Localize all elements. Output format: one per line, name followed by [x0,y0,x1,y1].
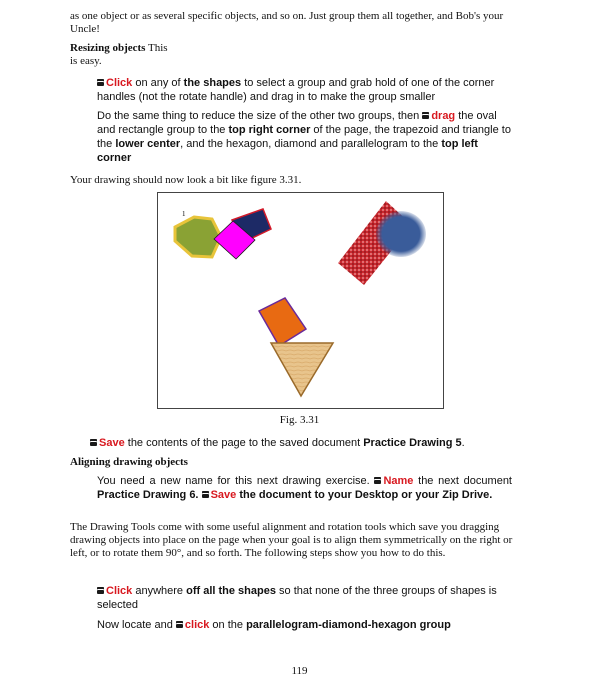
step-text: so that none of the three groups of shapes is selected [97,585,497,611]
step-text: Do the same thing to reduce the size of the other two groups, then [97,110,423,122]
step-bold: off all the shapes [186,585,276,597]
step-text: to select a group and grab hold of one of the corner handles (not the rotate handle) and drag in to make the group smaller [97,77,495,103]
paragraph-drawing-tools: The Drawing Tools come with some useful alignment and rotation tools which save you dragging drawing objects into place on the page when your goal is to align them symmetrically on the right or left, or to rotate them 90°, and so forth. The following steps show you how to do this. [70,521,513,559]
step-bold: top left corner [97,138,478,164]
action-click: click [184,619,210,631]
mouse-icon [202,491,209,498]
step-text: on any of [132,77,184,89]
figure-drawing [158,193,443,408]
trapezoid-shape [259,298,306,346]
hexagon-shape [175,217,221,257]
step-text: anywhere [132,585,187,597]
step-text: , and the hexagon, diamond and parallelogram to the [180,138,442,150]
step-reduce-groups [97,109,512,165]
step-bold: lower center [115,138,181,150]
action-drag: drag [431,110,456,122]
mouse-icon [97,587,104,594]
step-text: the contents of the page to the saved document [124,437,364,449]
step-click-off [97,584,512,612]
step-bold: the shapes [183,77,242,89]
step-text: the next document [413,475,512,487]
action-click: Click [106,585,133,597]
action-name: Name [383,475,414,487]
action-save: Save [210,489,237,501]
oval-shape [376,211,426,257]
step-save-drawing [90,436,520,450]
mouse-icon [176,621,183,628]
resizing-section [70,42,530,68]
aligning-heading: Aligning drawing objects [70,456,188,468]
step-text: . [461,437,465,449]
paragraph-drawing: Your drawing should now look a bit like figure 3.31. [70,174,302,186]
triangle-shape [271,343,333,396]
resizing-heading: Resizing objects [70,42,146,54]
mouse-icon [374,477,381,484]
mouse-icon [422,112,429,119]
step-bold: the document to your Desktop or your Zip Drive. [236,489,493,501]
step-text: the oval and rectangle group to the [97,110,497,136]
step-text: You need a new name for this next drawing exercise. [97,475,375,487]
step-text: on the [209,619,247,631]
step-bold: Practice Drawing 5 [363,437,462,449]
mouse-icon [97,79,104,86]
step-text: Now locate and [97,619,176,631]
figure-caption: Fig. 3.31 [279,414,320,426]
step-text: of the page, the trapezoid and triangle to the [97,124,511,150]
step-bold: top right corner [228,124,311,136]
figure-marker: 1 [182,210,186,218]
page-number: 119 [291,665,308,677]
resizing-text-next: is easy. [70,55,102,67]
resizing-text: This [145,42,168,54]
figure-3-31 [157,192,444,409]
action-save: Save [99,437,125,449]
mouse-icon [90,439,97,446]
paragraph-continuation: as one object or as several specific objects, and so on. Just group them all together, and Bob's your Uncle! [70,10,504,35]
step-bold: parallelogram-diamond-hexagon group [246,619,451,631]
step-bold: Practice Drawing 6. [97,489,199,501]
step-click-shapes [97,76,512,104]
action-click: Click [106,77,133,89]
step-name-document [97,474,512,502]
step-locate-group [97,618,512,632]
